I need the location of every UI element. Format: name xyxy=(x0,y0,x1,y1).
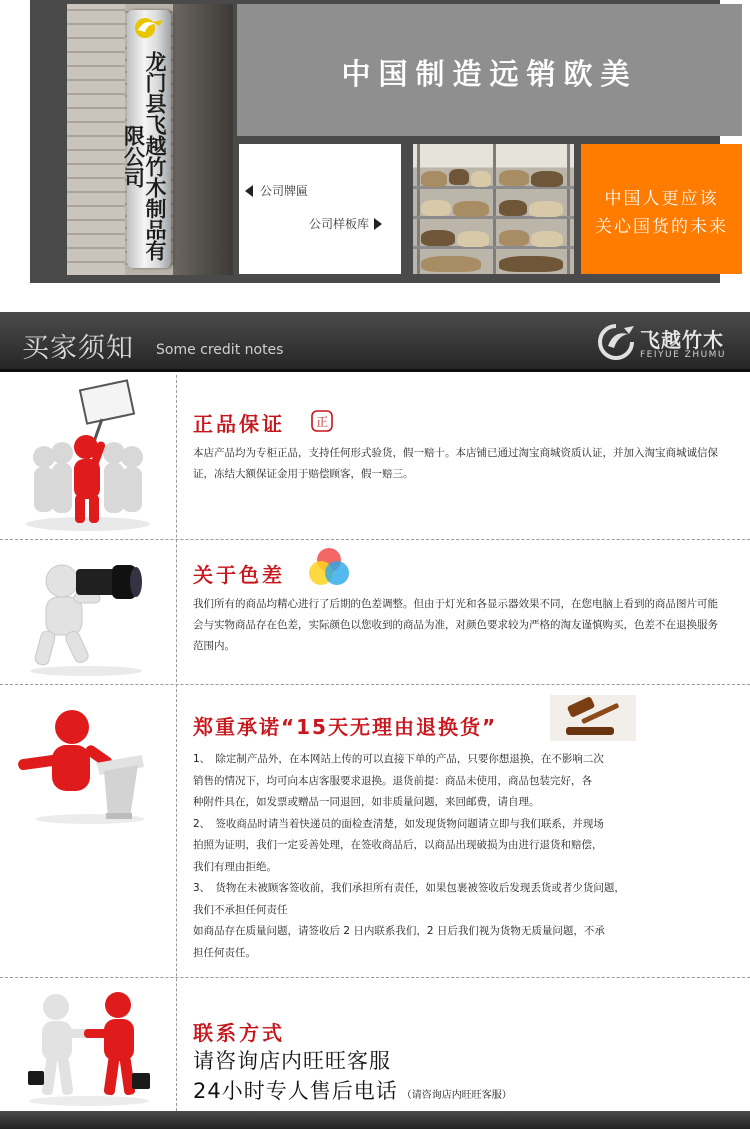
next-label: 公司样板库 xyxy=(309,217,370,231)
banner-title-box xyxy=(237,4,742,136)
slogan-box xyxy=(581,144,742,274)
return-line: 3、 货物在未被顾客签收前，我们承担所有责任，如果包裹被签收后发现丢货或者少货问题， xyxy=(193,882,625,894)
company-sign-photo xyxy=(67,4,233,275)
shelf-goods xyxy=(499,170,529,186)
photographer-illustration xyxy=(16,547,166,677)
return-line: 我们有理由拒绝。 xyxy=(193,860,277,873)
shelf-goods xyxy=(421,171,447,187)
bottom-bar xyxy=(0,1111,750,1129)
red-figure-sign-illustration xyxy=(14,379,164,534)
return-line: 1、 除定制产品外，在本网站上传的可以直接下单的产品，只要你想退换，在不影响二次 xyxy=(193,753,604,765)
photo-nav-box xyxy=(239,144,401,274)
shelf-goods xyxy=(531,231,563,247)
arrow-left-icon xyxy=(245,185,253,197)
notice-subtitle: Some credit notes xyxy=(156,342,284,358)
brand-name-en: FEIYUE ZHUMU xyxy=(640,350,727,360)
return-line: 种附件具在，如发票或赠品一同退回，如非质量问题，来回邮费，请自理。 xyxy=(193,796,540,808)
color-text: 我们所有的商品均精心进行了后期的色差调整。但由于灯光和各显示器效果不同，在您电脑上看到的商品图片可能会与实物商品存在色差，实际颜色以您收到的商品为准，对颜色要求较为严格的淘友谨慎购买，色差不在退换服务范围内。 xyxy=(193,598,718,652)
shelf-pole xyxy=(567,144,570,274)
row-divider xyxy=(0,539,750,540)
return-text xyxy=(193,749,738,964)
return-line: 担任何责任。 xyxy=(193,946,256,959)
shelf-goods xyxy=(421,256,481,272)
company-logo-icon xyxy=(133,16,165,40)
shelf-goods xyxy=(499,256,563,272)
slogan-line-2: 关心国货的未来 xyxy=(595,217,728,237)
column-divider xyxy=(176,375,177,1111)
brick-wall xyxy=(67,4,125,275)
notice-title: 买家须知 xyxy=(22,333,134,364)
return-line: 2、 签收商品时请当着快递员的面检查清楚，如发现货物问题请立即与我们联系，并现场 xyxy=(193,817,604,830)
banner-title: 中国制造远销欧美 xyxy=(341,57,638,91)
handshake-illustration xyxy=(14,985,164,1107)
top-banner xyxy=(30,0,728,283)
brand-logo-icon xyxy=(596,322,636,362)
return-title: 郑重承诺“15天无理由退换货” xyxy=(193,715,498,739)
shelf-goods xyxy=(421,230,455,246)
arrow-right-icon xyxy=(374,218,382,230)
genuine-badge-text: 正 xyxy=(315,415,329,429)
genuine-badge-icon xyxy=(311,410,333,432)
prev-link[interactable] xyxy=(245,182,308,199)
gavel-icon xyxy=(550,695,636,741)
color-circles-icon xyxy=(302,545,356,591)
contact-line-1: 请咨询店内旺旺客服 xyxy=(193,1049,391,1073)
row-divider xyxy=(0,684,750,685)
contact-line-2 xyxy=(193,1075,512,1105)
next-link[interactable] xyxy=(309,215,382,232)
row-divider xyxy=(0,977,750,978)
notice-header xyxy=(0,312,750,372)
company-sign-post xyxy=(121,10,171,268)
color-title: 关于色差 xyxy=(193,563,285,587)
shelf-goods xyxy=(457,231,489,247)
return-line: 销售的情况下，均可向本店客服要求退换。退货前提：商品未使用，商品包装完好，各 xyxy=(193,774,592,787)
shelf-pole xyxy=(417,144,420,274)
contact-title: 联系方式 xyxy=(193,1021,285,1045)
genuine-text: 本店产品均为专柜正品，支持任何形式验货，假一赔十。本店铺已通过淘宝商城资质认证，并加入淘宝商城诚信保证，冻结大额保证金用于赔偿顾客，假一赔三。 xyxy=(193,447,718,480)
shelf-goods xyxy=(531,171,563,187)
shelf-pole xyxy=(493,144,496,274)
prev-label: 公司牌匾 xyxy=(260,184,309,198)
shelf-goods xyxy=(449,169,469,185)
genuine-title: 正品保证 xyxy=(193,412,285,436)
contact-phone-label: 24小时专人售后电话 xyxy=(193,1079,398,1103)
shelf-goods xyxy=(529,201,563,217)
shelf-goods xyxy=(471,171,491,187)
company-sign-text: 龙门县飞越竹木制品有限公司 xyxy=(121,51,167,261)
speaker-podium-illustration xyxy=(12,695,170,965)
brand-name: 飞越竹木 xyxy=(640,328,724,352)
shelf-goods xyxy=(421,200,451,216)
contact-note: （请咨询店内旺旺客服） xyxy=(401,1090,512,1101)
building-wall xyxy=(173,4,233,275)
slogan-line-1: 中国人更应该 xyxy=(604,189,719,209)
return-line: 我们不承担任何责任 xyxy=(193,903,288,916)
warehouse-photo xyxy=(413,144,574,274)
return-line: 拍照为证明，我们一定妥善处理，在签收商品后，以商品出现破损为由进行退货和赔偿， xyxy=(193,839,603,851)
return-line: 如商品存在质量问题，请签收后 2 日内联系我们，2 日后我们视为货物无质量问题，不承 xyxy=(193,925,605,937)
notice-content xyxy=(0,375,750,1111)
shelf-goods xyxy=(453,201,489,217)
shelf-goods xyxy=(499,230,529,246)
shelf-goods xyxy=(499,200,527,216)
